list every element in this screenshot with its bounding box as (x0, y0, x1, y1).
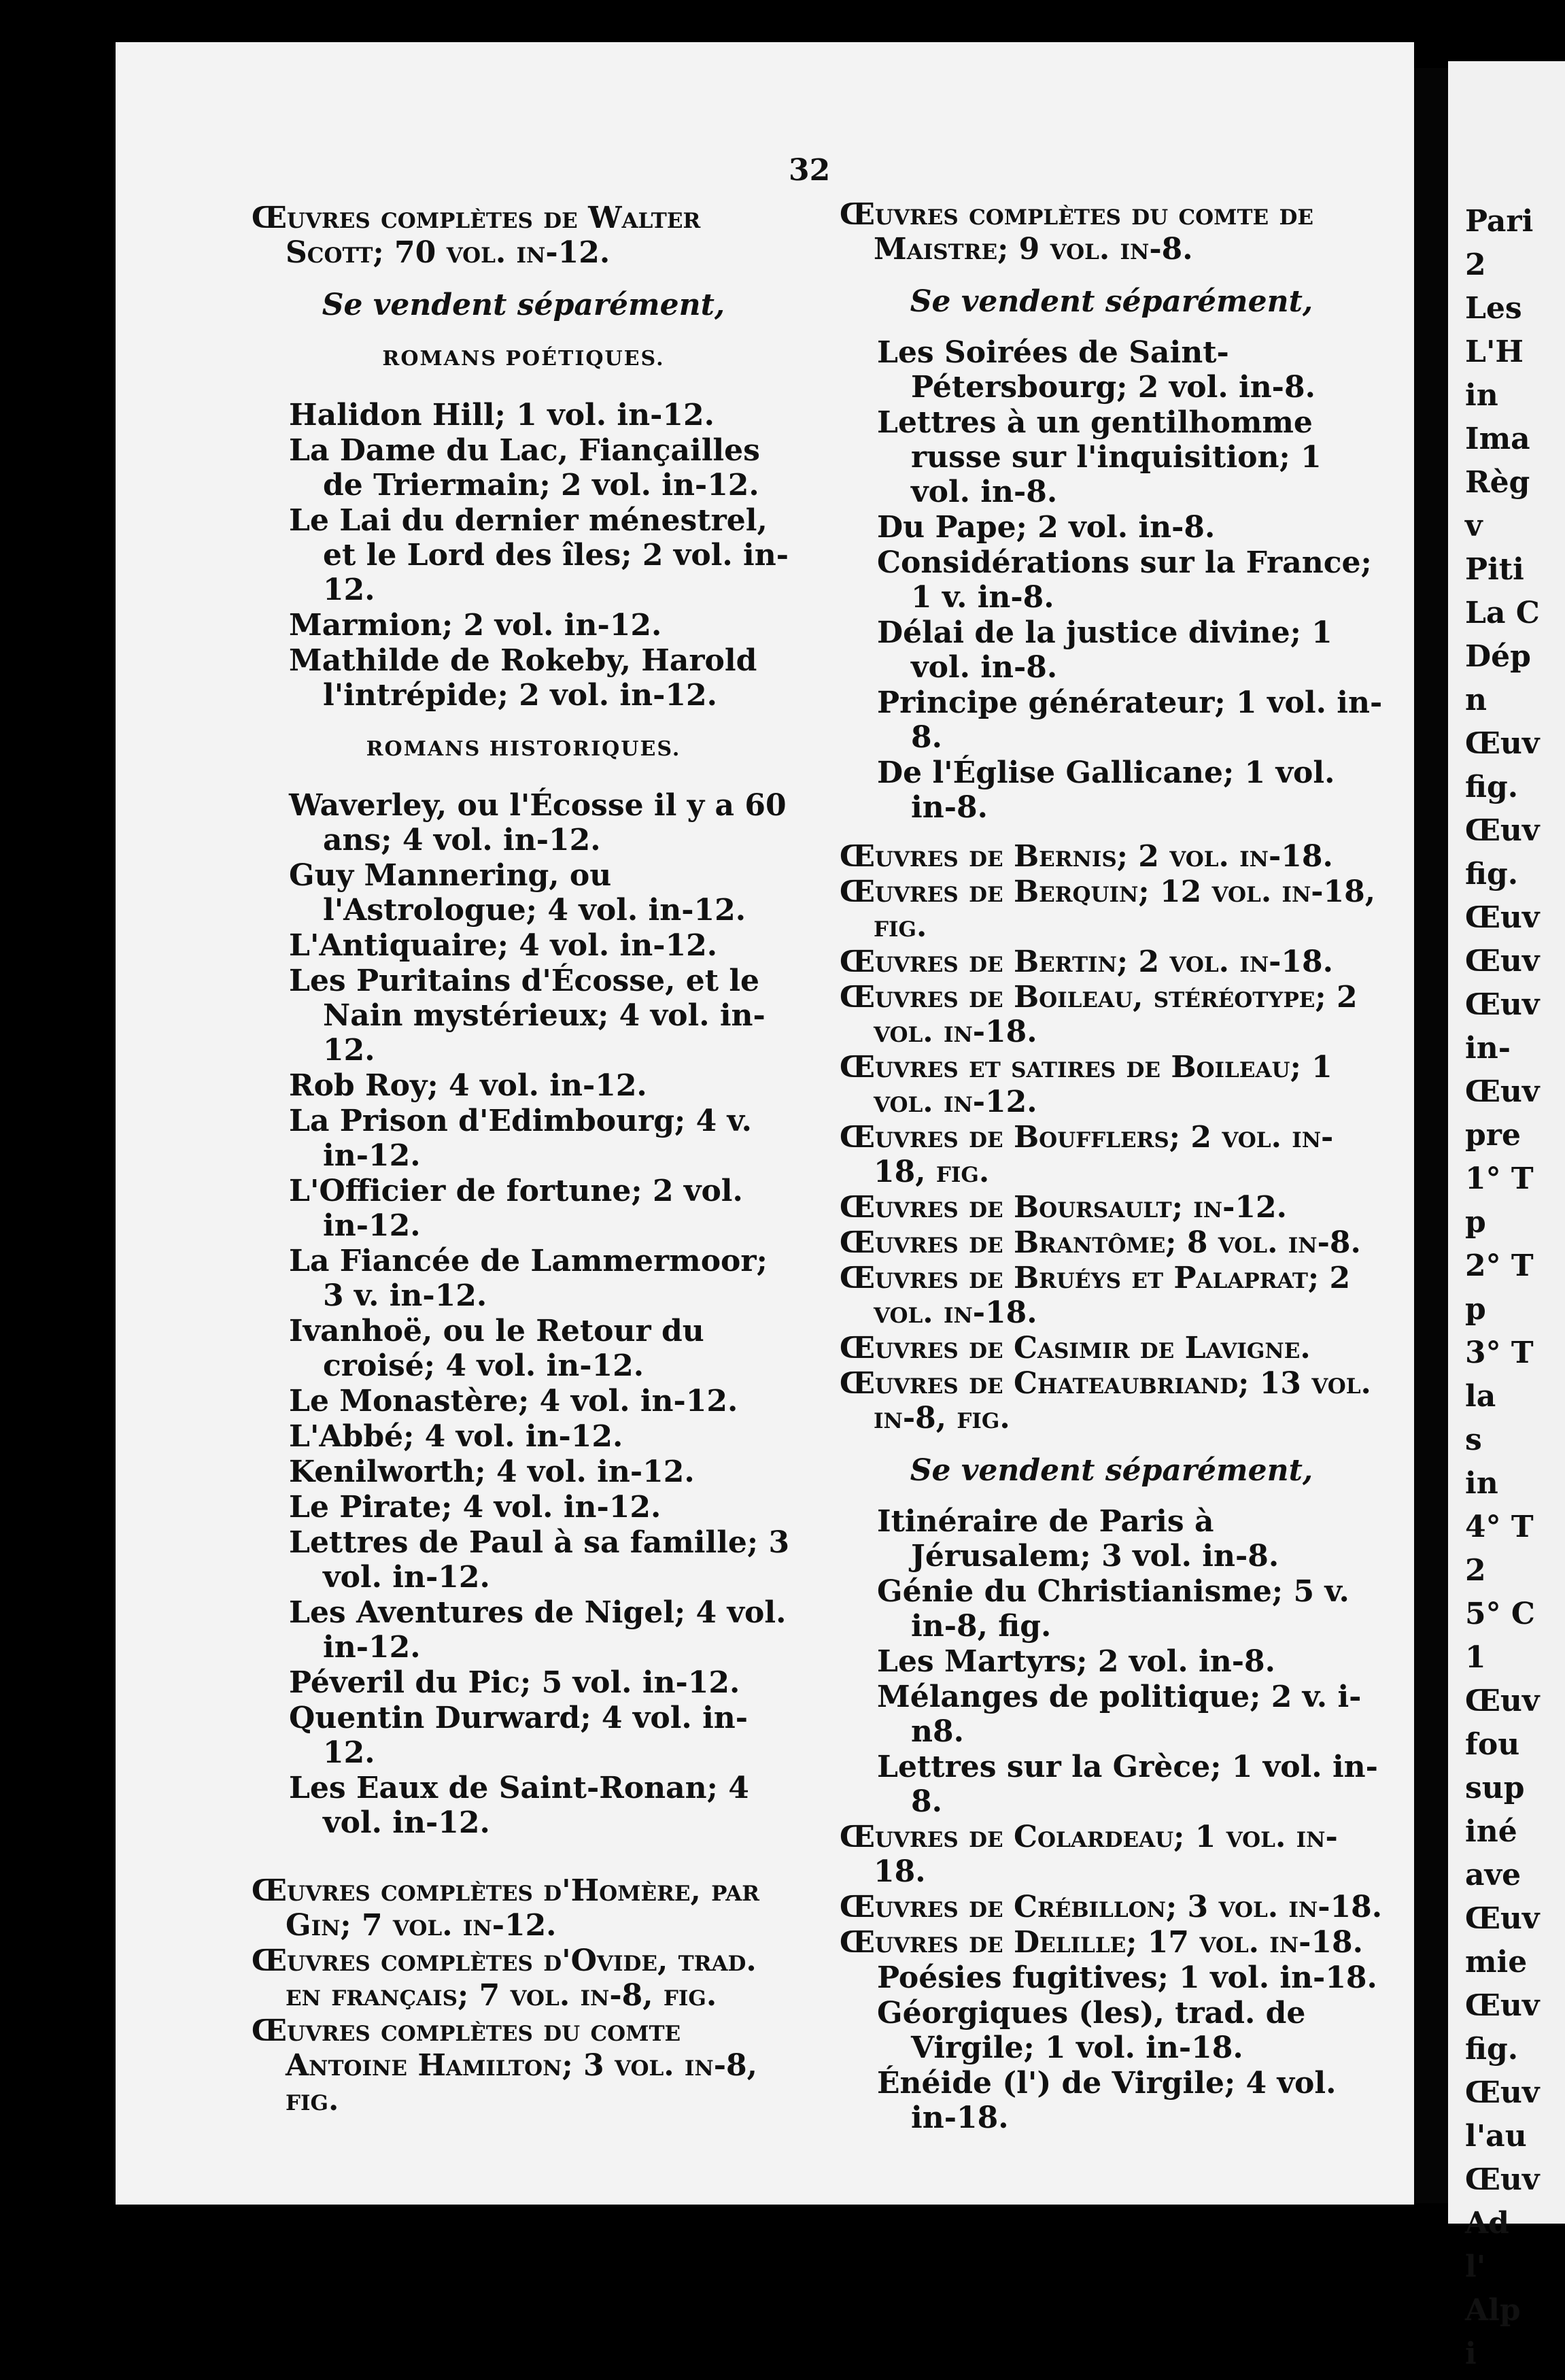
fragment-line: Œuv (1465, 1684, 1540, 1718)
catalog-entry: Marmion; 2 vol. in-12. (289, 608, 662, 643)
fragment-line: fig. (1465, 2032, 1519, 2067)
fragment-line: 2 (1465, 1553, 1486, 1588)
catalog-entry: Énéide (l') de Virgile; 4 vol. in-18. (877, 2066, 1337, 2135)
catalog-entry: Poésies fugitives; 1 vol. in-18. (877, 1960, 1377, 1995)
fragment-line: 3° T (1465, 1336, 1534, 1370)
poetic-novels-list (289, 398, 795, 713)
catalog-entry: Péveril du Pic; 5 vol. in-12. (289, 1665, 740, 1700)
fragment-line: Règ (1465, 465, 1530, 500)
catalog-entry: Œuvres de Berquin; 12 vol. in-18, fig. (840, 874, 1376, 944)
fragment-line: Œuv (1465, 2075, 1540, 2110)
fragment-line: l' (1465, 2249, 1486, 2284)
fragment-line: Piti (1465, 552, 1524, 587)
catalog-entry: Lettres sur la Grèce; 1 vol. in-8. (877, 1750, 1378, 1819)
fragment-line: Œuv (1465, 900, 1540, 935)
fragment-line: mie (1465, 1945, 1528, 1979)
fragment-line: Pari (1465, 204, 1534, 239)
fragment-line: Œuv (1465, 813, 1540, 848)
catalog-entry: Œuvres de Bruéys et Palaprat; 2 vol. in-18. (840, 1261, 1351, 1330)
fragment-line: Œuv (1465, 1901, 1540, 1936)
catalog-entry: Œuvres de Boursault; in-12. (840, 1190, 1287, 1225)
fragment-line: ave (1465, 1858, 1521, 1892)
catalog-entry: Les Puritains d'Écosse, et le Nain mystérieux; 4 vol. in-12. (289, 964, 766, 1068)
catalog-entry: Guy Mannering, ou l'Astrologue; 4 vol. in-12. (289, 858, 746, 928)
catalog-entry: Œuvres de Bernis; 2 vol. in-18. (840, 839, 1333, 874)
fragment-line: l'au (1465, 2119, 1527, 2154)
catalog-entry: Lettres à un gentilhomme russe sur l'inquisition; 1 vol. in-8. (877, 405, 1322, 509)
catalog-entry: Œuvres et satires de Boileau; 1 vol. in-12. (840, 1050, 1332, 1119)
catalog-entry: Du Pape; 2 vol. in-8. (877, 510, 1216, 545)
fragment-line: Œuv (1465, 987, 1540, 1022)
fragment-line: 1° T (1465, 1161, 1534, 1196)
catalog-entry: Kenilworth; 4 vol. in-12. (289, 1455, 695, 1489)
page-number: 32 (789, 153, 831, 188)
fragment-line: 5° C (1465, 1597, 1535, 1631)
catalog-entry: Waverley, ou l'Écosse il y a 60 ans; 4 vol. in-12. (289, 788, 787, 857)
catalog-entry: Le Lai du dernier ménestrel, et le Lord des îles; 2 vol. in-12. (289, 503, 789, 607)
fragment-line: Œuv (1465, 2162, 1540, 2197)
catalog-entry: Œuvres de Boileau, stéréotype; 2 vol. in-18. (840, 980, 1358, 1049)
fragment-line: s (1465, 1423, 1482, 1457)
fragment-line: Œuv (1465, 726, 1540, 761)
column-middle (840, 197, 1383, 2136)
catalog-entry: Mélanges de politique; 2 v. i-n8. (877, 1680, 1362, 1749)
fragment-line: Dép (1465, 639, 1531, 674)
column-right-fragment (1465, 204, 1565, 2380)
catalog-entry: Œuvres complètes du comte Antoine Hamilton; 3 vol. in-8, fig. (252, 2013, 757, 2118)
catalog-entry: Rob Roy; 4 vol. in-12. (289, 1068, 647, 1103)
fragment-line: Alp (1465, 2293, 1521, 2328)
catalog-entry: Les Aventures de Nigel; 4 vol. in-12. (289, 1595, 787, 1665)
catalog-entry: Œuvres complètes d'Homère, par Gin; 7 vol. in-12. (252, 1873, 760, 1943)
catalog-entry: Itinéraire de Paris à Jérusalem; 3 vol. in-8. (877, 1504, 1279, 1574)
catalog-entry: Œuvres de Delille; 17 vol. in-18. (840, 1925, 1363, 1960)
maistre-list (877, 335, 1383, 825)
fragment-line: fig. (1465, 857, 1519, 891)
catalog-entry: Ivanhoë, ou le Retour du croisé; 4 vol. in-12. (289, 1314, 704, 1383)
catalog-entry: Les Eaux de Saint-Ronan; 4 vol. in-12. (289, 1771, 749, 1840)
catalog-entry: Génie du Christianisme; 5 v. in-8, fig. (877, 1574, 1349, 1644)
fragment-line: in (1465, 1466, 1498, 1501)
fragment-line: 2 (1465, 248, 1486, 282)
fragment-line: n (1465, 683, 1487, 717)
catalog-entry: La Fiancée de Lammermoor; 3 v. in-12. (289, 1244, 768, 1313)
fragment-line: fou (1465, 1727, 1520, 1762)
section-note: Se vendent séparément, (910, 1453, 1313, 1488)
fragment-line: Ad (1465, 2206, 1509, 2241)
catalog-entry: Œuvres complètes de Walter Scott; 70 vol. in-12. (252, 201, 701, 270)
fragment-line: la (1465, 1379, 1496, 1414)
catalog-entry: Considérations sur la France; 1 v. in-8. (877, 545, 1372, 615)
fragment-line: Ima (1465, 422, 1530, 456)
section-note: Se vendent séparément, (322, 288, 725, 322)
fragment-line: L'H (1465, 335, 1524, 369)
fragment-line: Œuv (1465, 1988, 1540, 2023)
catalog-entry: L'Abbé; 4 vol. in-12. (289, 1419, 623, 1454)
fragment-line: iné (1465, 1814, 1517, 1849)
fragment-line: Œuv (1465, 1074, 1540, 1109)
fragment-line: pre (1465, 1118, 1521, 1153)
fragment-line: Œuv (1465, 944, 1540, 979)
section-heading: ROMANS POÉTIQUES. (382, 347, 665, 371)
catalog-entry: Œuvres complètes d'Ovide, trad. en français; 7 vol. in-8, fig. (252, 1943, 757, 2013)
catalog-entry: Les Martyrs; 2 vol. in-8. (877, 1644, 1275, 1679)
delille-list (877, 1960, 1383, 2135)
catalog-entry: Le Monastère; 4 vol. in-12. (289, 1384, 738, 1418)
catalog-entry: Halidon Hill; 1 vol. in-12. (289, 398, 715, 432)
catalog-entry: La Prison d'Edimbourg; 4 v. in-12. (289, 1104, 752, 1173)
catalog-entry: Mathilde de Rokeby, Harold l'intrépide; 2 vol. in-12. (289, 643, 757, 713)
catalog-entry: Géorgiques (les), trad. de Virgile; 1 vol. in-18. (877, 1996, 1306, 2065)
fragment-line: Les (1465, 291, 1522, 326)
catalog-entry: Principe générateur; 1 vol. in-8. (877, 685, 1383, 755)
section-note: Se vendent séparément, (910, 284, 1313, 319)
catalog-entry: Œuvres de Chateaubriand; 13 vol. in-8, fig. (840, 1366, 1371, 1435)
catalog-entry: Œuvres de Casimir de Lavigne. (840, 1331, 1311, 1365)
fragment-line: 1 (1465, 1640, 1486, 1675)
fragment-line: La C (1465, 596, 1540, 630)
chateaubriand-list (877, 1504, 1383, 1819)
fragment-line: sup (1465, 1771, 1525, 1805)
catalog-entry: Œuvres de Crébillon; 3 vol. in-18. (840, 1890, 1383, 1924)
catalog-entry: L'Officier de fortune; 2 vol. in-12. (289, 1174, 743, 1243)
fragment-line: i (1465, 2336, 1477, 2371)
historic-novels-list (289, 788, 795, 1840)
fragment-line: 2° T (1465, 1248, 1534, 1283)
fragment-line: in (1465, 378, 1498, 413)
catalog-entry: Quentin Durward; 4 vol. in-12. (289, 1701, 749, 1770)
catalog-entry: La Dame du Lac, Fiançailles de Triermain; 2 vol. in-12. (289, 433, 760, 503)
catalog-entry: Œuvres de Brantôme; 8 vol. in-8. (840, 1225, 1361, 1260)
catalog-entry: L'Antiquaire; 4 vol. in-12. (289, 928, 718, 963)
fragment-line: p (1465, 1205, 1486, 1240)
catalog-entry: Œuvres complètes du comte de Maistre; 9 vol. in-8. (840, 197, 1313, 267)
catalog-entry: Lettres de Paul à sa famille; 3 vol. in-12. (289, 1525, 790, 1595)
catalog-entry: Les Soirées de Saint-Pétersbourg; 2 vol. in-8. (877, 335, 1315, 405)
fragment-line: fig. (1465, 770, 1519, 804)
catalog-entry: De l'Église Gallicane; 1 vol. in-8. (877, 755, 1335, 825)
fragment-line: 4° T (1465, 1510, 1534, 1544)
catalog-entry: Œuvres de Boufflers; 2 vol. in-18, fig. (840, 1120, 1334, 1189)
catalog-entry: Le Pirate; 4 vol. in-12. (289, 1490, 661, 1525)
column-left (252, 201, 795, 2118)
fragment-line: v (1465, 509, 1483, 543)
catalog-entry: Œuvres de Bertin; 2 vol. in-18. (840, 945, 1333, 979)
catalog-entry: Délai de la justice divine; 1 vol. in-8. (877, 615, 1332, 685)
catalog-entry: Œuvres de Colardeau; 1 vol. in-18. (840, 1820, 1338, 1889)
fragment-line: p (1465, 1292, 1486, 1327)
section-heading: ROMANS HISTORIQUES. (366, 737, 681, 761)
fragment-line: in- (1465, 1031, 1511, 1066)
